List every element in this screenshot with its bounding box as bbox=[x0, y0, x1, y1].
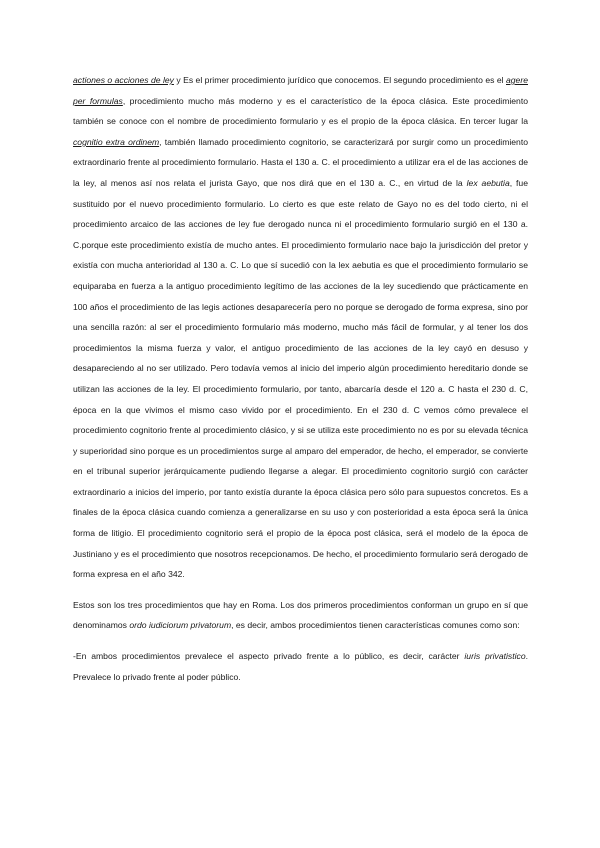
document-body bbox=[73, 70, 528, 687]
text-span: -En ambos procedimientos prevalece el aspecto privado frente a lo público, es decir, carácter bbox=[73, 651, 465, 662]
text-span: , fue sustituido por el nuevo procedimiento formulario. Lo cierto es que este relato de Gayo no es del todo cierto, ni el procedimiento arcaico de las acciones de ley fue derogado nunca ni el procedimiento formulario surgió en el 130 a. C.porque este procedimiento existía de mucho antes. El procedimiento formulario nace bajo la jurisdicción del pretor y existía con mucha anterioridad al 130 a. C. Lo que sí sucedió con la lex aebutia es que el procedimiento formulario se equiparaba en fuerza a la antiguo procedimiento legítimo de las acciones de la ley sucediendo que prácticamente en 100 años el procedimiento de las legis actiones desaparecería pero no porque se derogado de forma expresa, sino por una sencilla razón: al ser el procedimiento formulario más moderno, mucho más fácil de formular, y al tener los dos procedimientos la misma fuerza y valor, el antiguo procedimiento de las acciones de la ley cayó en desuso y desapareciendo al no ser utilizado. Pero todavía vemos al inicio del imperio algún procedimiento hereditario donde se utilizan las acciones de la ley. El procedimiento formulario, por tanto, abarcaría desde el 120 a. C hasta el 230 d. C, época en la que vivimos el mismo caso vivido por el procedimiento. En el 230 d. C vemos cómo prevalece el procedimiento cognitorio frente al procedimiento clásico, y si se utiliza este procedimiento no es por su elevada técnica y superioridad sino porque es un procedimientos surge al amparo del emperador, de hecho, el emperador, se convierte en el tribunal superior jerárquicamente pudiendo llegarse a alegar. El procedimiento cognitorio surgió con carácter extraordinario a inicios del imperio, por tanto existía durante la época clásica pero sólo para supuestos concretos. Es a finales de la época clásica cuando comienza a generalizarse en su uso y con posterioridad a esta época será la única forma de litigio. El procedimiento cognitorio será el propio de la época post clásica, será el modelo de la época de Justiniano y es el procedimiento que nosotros recepcionamos. De hecho, el procedimiento formulario será derogado de forma expresa en el año 342. bbox=[73, 177, 528, 580]
paragraph-ordo-iudiciorum bbox=[73, 595, 528, 636]
text-span: y Es el primer procedimiento jurídico que conocemos. El segundo procedimiento es el bbox=[173, 75, 506, 85]
term-iuris-privatistico: iuris privatistico bbox=[464, 651, 526, 662]
text-span: , procedimiento mucho más moderno y es el característico de la época clásica. Este procedimiento también se conoce con el nombre de procedimiento formulario y es el propio de la época clásica. En tercer lugar la bbox=[73, 95, 528, 127]
term-ordo-iudiciorum-privatorum: ordo iudiciorum privatorum bbox=[129, 620, 232, 631]
text-span: Estos son los tres procedimientos que hay en Roma. Los dos primeros procedimientos conforman un grupo en sí que denominamos bbox=[73, 599, 528, 631]
term-cognitio-extra-ordinem: cognitio extra ordinem bbox=[73, 136, 160, 147]
paragraph-iuris-privatistico bbox=[73, 646, 528, 687]
term-agere-per-formulas: agere per formulas bbox=[73, 75, 528, 106]
paragraph-procedures-history bbox=[73, 70, 528, 585]
text-span: , también llamado procedimiento cognitorio, se caracterizará por surgir como un procedimiento extraordinario frente al procedimiento formulario. Hasta el 130 a. C. el procedimiento a utilizar era el de las acciones de la ley, al menos así nos relata el jurista Gayo, que nos dirá que en el 130 a. C., en virtud de la bbox=[73, 136, 528, 188]
text-span: , es decir, ambos procedimientos tienen características comunes como son: bbox=[231, 620, 520, 631]
term-lex-aebutia: lex aebutia bbox=[466, 177, 510, 188]
term-actiones: actiones o acciones de ley bbox=[73, 75, 174, 85]
text-span: . Prevalece lo privado frente al poder público. bbox=[73, 651, 528, 682]
